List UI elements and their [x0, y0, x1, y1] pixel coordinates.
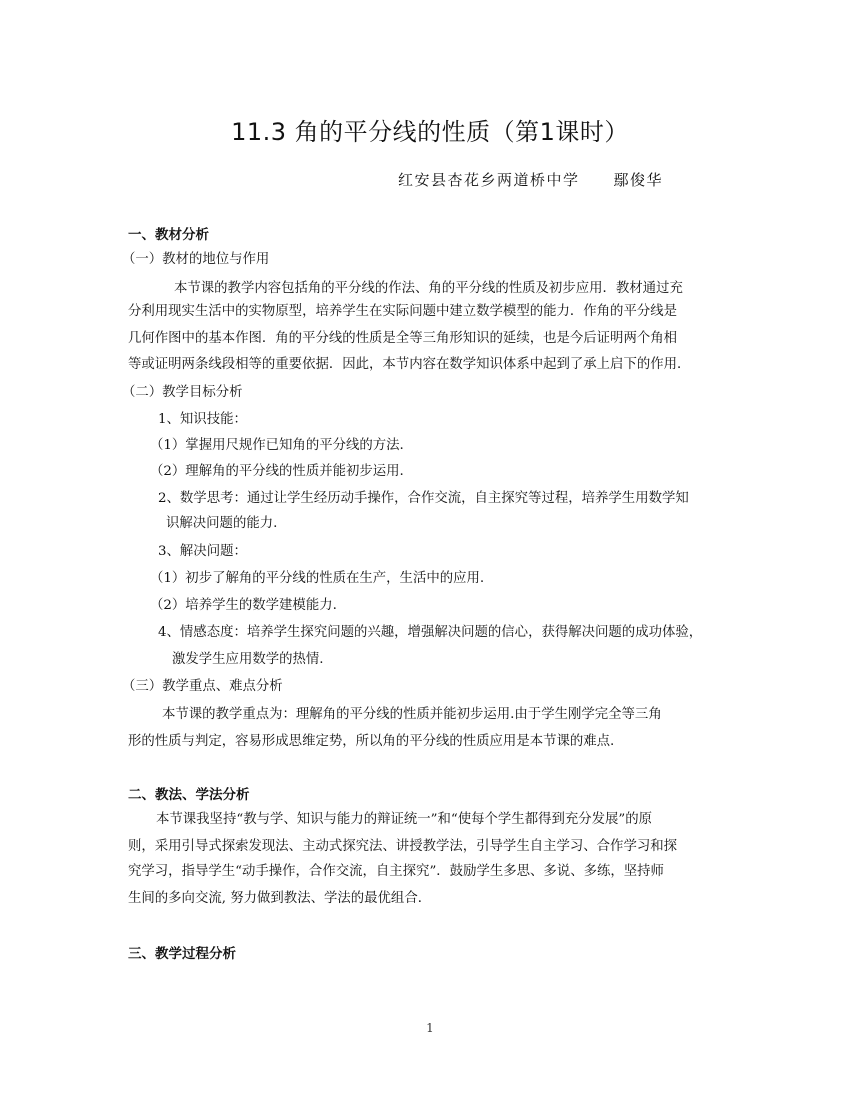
section-heading: 三、教学过程分析	[128, 946, 236, 962]
paragraph-line: 形的性质与判定，容易形成思维定势，所以角的平分线的性质应用是本节课的难点.	[128, 734, 615, 749]
page-number: 1	[426, 1021, 434, 1035]
list-item: 3、解决问题：	[158, 544, 247, 559]
list-item: 激发学生应用数学的热情.	[172, 652, 324, 667]
list-item: 2、数学思考：通过让学生经历动手操作，合作交流，自主探究等过程，培养学生用数学知	[158, 491, 689, 506]
section-heading: 一、教材分析	[128, 227, 209, 243]
list-item: （2）培养学生的数学建模能力.	[150, 598, 337, 613]
subsection-heading: （二）教学目标分析	[122, 385, 243, 400]
author-school: 红安县杏花乡两道桥中学	[398, 171, 580, 189]
author-line	[398, 169, 663, 190]
list-item: 4、情感态度：培养学生探究问题的兴趣，增强解决问题的信心，获得解决问题的成功体验，	[158, 625, 703, 640]
paragraph-line: 究学习，指导学生“动手操作，合作交流，自主探究”．鼓励学生多思、多说、多练，坚持师	[128, 864, 664, 879]
paragraph-line: 生间的多向交流, 努力做到教法、学法的最优组合．	[128, 891, 432, 906]
paragraph-line: 等或证明两条线段相等的重要依据．因此，本节内容在数学知识体系中起到了承上启下的作用．	[128, 357, 691, 372]
section-heading: 二、教法、学法分析	[128, 787, 250, 803]
list-item: （1）掌握用尺规作已知角的平分线的方法.	[150, 438, 404, 453]
paragraph-line: 本节课我坚持“教与学、知识与能力的辩证统一”和“使每个学生都得到充分发展”的原	[156, 812, 653, 827]
list-item: （1）初步了解角的平分线的性质在生产，生活中的应用.	[150, 571, 485, 586]
list-item: 1、知识技能：	[158, 412, 247, 427]
subsection-heading: （三）教学重点、难点分析	[122, 679, 283, 694]
subsection-heading: （一）教材的地位与作用	[122, 252, 270, 267]
paragraph-line: 分利用现实生活中的实物原型，培养学生在实际问题中建立数学模型的能力．作角的平分线是	[128, 304, 678, 319]
paragraph-line: 几何作图中的基本作图．角的平分线的性质是全等三角形知识的延续，也是今后证明两个角相	[128, 331, 678, 346]
document-title: 11.3 角的平分线的性质（第1课时）	[231, 118, 629, 146]
list-item: （2）理解角的平分线的性质并能初步运用.	[150, 464, 404, 479]
paragraph-line: 则，采用引导式探索发现法、主动式探究法、讲授教学法，引导学生自主学习、合作学习和探	[128, 839, 678, 854]
paragraph-line: 本节课的教学重点为：理解角的平分线的性质并能初步运用.由于学生刚学完全等三角	[162, 707, 662, 722]
list-item: 识解决问题的能力.	[166, 516, 278, 531]
paragraph-line: 本节课的教学内容包括角的平分线的作法、角的平分线的性质及初步应用．教材通过充	[174, 281, 683, 296]
author-name: 鄢俊华	[613, 171, 664, 189]
